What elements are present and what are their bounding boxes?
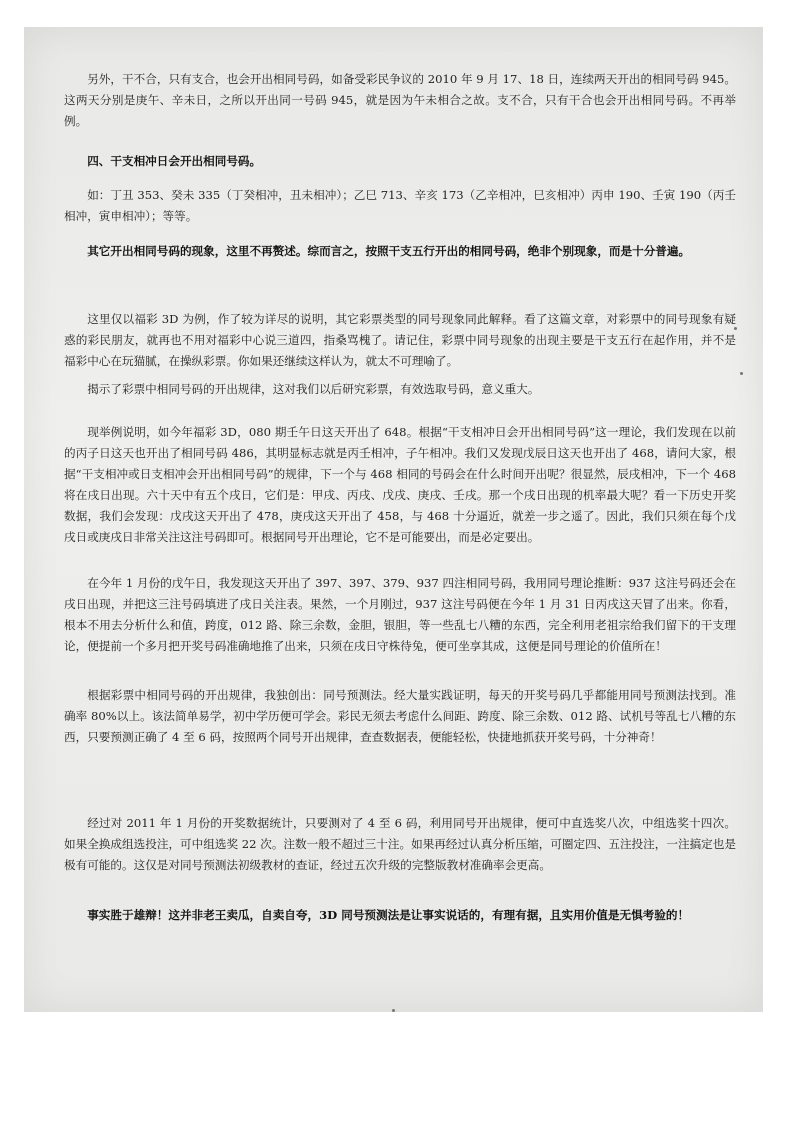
scan-speck — [734, 327, 737, 330]
paragraph-summary: 其它开出相同号码的现象，这里不再赘述。综而言之，按照干支五行开出的相同号码，绝非个别现象，而是十分普遍。 — [87, 244, 691, 258]
paragraph-example-937: 在今年 1 月份的戊午日，我发现这天开出了 397、397、379、937 四注相同号码，我用同号理论推断：937 这注号码还会在戌日出现，并把这三注号码填进了戌日关注表。果然，一个月刚过，937 这注号码便在今年 1 月 31 日丙戌这天冒了出来。你看，根本不用去分析什么和值，跨度，012 路、除三余数，金胆，银胆，等一些乱七八糟的东西，完全利用老祖宗给我们留下的干支理论，便提前一个多月把开奖号码准确地推了出来，只须在戌日守株待兔，便可坐享其成，这便是同号理论的价值所在！ — [64, 576, 736, 653]
paragraph-example-648: 现举例说明，如今年福彩 3D，080 期壬午日这天开出了 648。根据“干支相冲日会开出相同号码”这一理论，我们发现在以前的丙子日这天也开出了相同号码 486，其明显标志就是丙壬相冲，子午相冲。我们又发现戊辰日这天也开出了 468，请问大家，根据“干支相冲或日支相冲会开出相同号码”的规律，下一个与 468 相同的号码会在什么时间开出呢？很显然，辰戌相冲，下一个 468 将在戌日出现。六十天中有五个戌日，它们是：甲戌、丙戌、戊戌、庚戌、壬戌。那一个戌日出现的机率最大呢？看一下历史开奖数据，我们会发现：戊戌这天开出了 478，庚戌这天开出了 458，与 468 十分逼近，就差一步之遥了。因此，我们只须在每个戊戌日或庚戌日非常关注这注号码即可。根据同号开出理论，它不是可能要出，而是必定要出。 — [64, 425, 736, 544]
paragraph-statistics: 经过对 2011 年 1 月份的开奖数据统计，只要测对了 4 至 6 码，利用同号开出规律，便可中直选奖八次，中组选奖十四次。如果全换成组选投注，可中组选奖 22 次。注数一般不超过三十注。如果再经过认真分析压缩，可圈定四、五注投注，一注搞定也是极有可能的。这仅是对同号预测法初级教材的查证，经过五次升级的完整版教材准确率会更高。 — [64, 816, 736, 872]
scan-speck — [740, 372, 743, 375]
section-heading: 四、干支相冲日会开出相同号码。 — [87, 154, 262, 168]
scan-speck — [392, 1009, 395, 1012]
paragraph-conclusion: 事实胜于雄辩！这并非老王卖瓜，自卖自夸，3D 同号预测法是让事实说话的，有理有据，且实用价值是无惧考验的！ — [87, 908, 690, 922]
paragraph-explanation: 这里仅以福彩 3D 为例，作了较为详尽的说明，其它彩票类型的同号现象同此解释。看了这篇文章，对彩票中的同号现象有疑惑的彩民朋友，就再也不用对福彩中心说三道四，指桑骂槐了。请记住，彩票中同号现象的出现主要是干支五行在起作用，并不是福彩中心在玩猫腻，在操纵彩票。你如果还继续这样认为，就太不可理喻了。 — [64, 312, 736, 368]
paragraph-examples: 如：丁丑 353、癸未 335（丁癸相冲，丑未相冲）；乙巳 713、辛亥 173（乙辛相冲，巳亥相冲）丙申 190、壬寅 190（丙壬相冲，寅申相冲）；等等。 — [64, 188, 736, 223]
paragraph-method: 根据彩票中相同号码的开出规律，我独创出：同号预测法。经大量实践证明，每天的开奖号码几乎都能用同号预测法找到。准确率 80%以上。该法简单易学，初中学历便可学会。彩民无须去考虑什么间距、跨度、除三余数、012 路、试机号等乱七八糟的东西，只要预测正确了 4 至 6 码，按照两个同号开出规律，查查数据表，便能轻松，快捷地抓获开奖号码，十分神奇！ — [64, 688, 736, 744]
paragraph-significance: 揭示了彩票中相同号码的开出规律，这对我们以后研究彩票，有效选取号码，意义重大。 — [87, 382, 540, 396]
paragraph-1: 另外，干不合，只有支合，也会开出相同号码，如备受彩民争议的 2010 年 9 月 17、18 日，连续两天开出的相同号码 945。这两天分别是庚午、辛未日，之所以开出同一号码 945，就是因为午未相合之故。支不合，只有干合也会开出相同号码。不再举例。 — [64, 72, 736, 128]
scanned-page — [24, 27, 763, 1012]
